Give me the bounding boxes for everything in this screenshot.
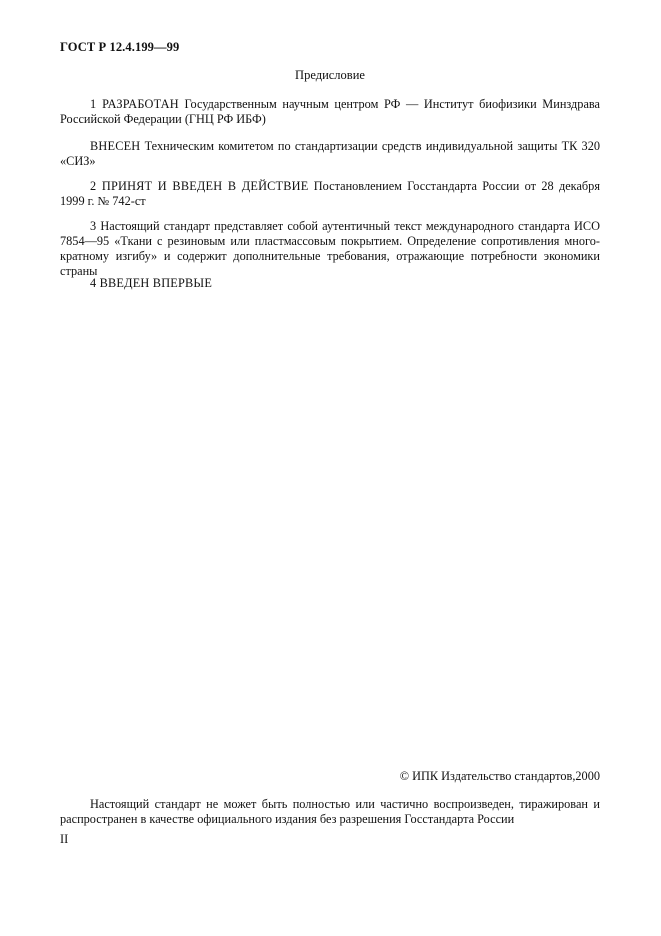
adopted-lead: 2 ПРИНЯТ И ВВЕДЕН В ДЕЙСТВИЕ: [90, 179, 309, 193]
foreword-title: Предисловие: [295, 68, 365, 82]
introduced-by-paragraph: [60, 139, 600, 169]
developed-by-text: Государственным научным центром РФ — Институт биофизики Минздрава Российской Федерации (ГНЦ РФ ИБФ): [60, 97, 601, 126]
first-introduced-paragraph: [60, 276, 600, 291]
introduced-by-lead: ВНЕСЕН: [90, 139, 141, 153]
authentic-text-paragraph: 3 Настоящий стандарт представляет собой аутентичный текст международного стандарта ИСО 7854—95 «Ткани с резиновым или пластмассовым покрытием. Определение сопротивления много-кратному изгибу» и содержит дополнительные требования, отражающие потребности экономики страны: [60, 219, 600, 278]
introduced-by-text: Техническим комитетом по стандартизации средств индивидуальной защиты ТК 320 «СИЗ»: [60, 139, 600, 168]
copyright-line: © ИПК Издательство стандартов,2000: [399, 769, 600, 783]
adopted-paragraph: [60, 179, 600, 209]
developed-by-lead: 1 РАЗРАБОТАН: [90, 97, 179, 111]
standard-code: ГОСТ Р 12.4.199—99: [60, 40, 180, 54]
adopted-text: Постановлением Госстандарта России от 28 декабря 1999 г. № 742-ст: [60, 179, 600, 208]
page-number: II: [60, 832, 69, 846]
first-introduced-lead: 4 ВВЕДЕН ВПЕРВЫЕ: [90, 276, 213, 290]
developed-by-paragraph: [60, 97, 600, 127]
reproduction-notice: Настоящий стандарт не может быть полностью или частично воспроизведен, тиражирован и распространен в качестве официального издания без разрешения Госстандарта России: [60, 797, 600, 826]
